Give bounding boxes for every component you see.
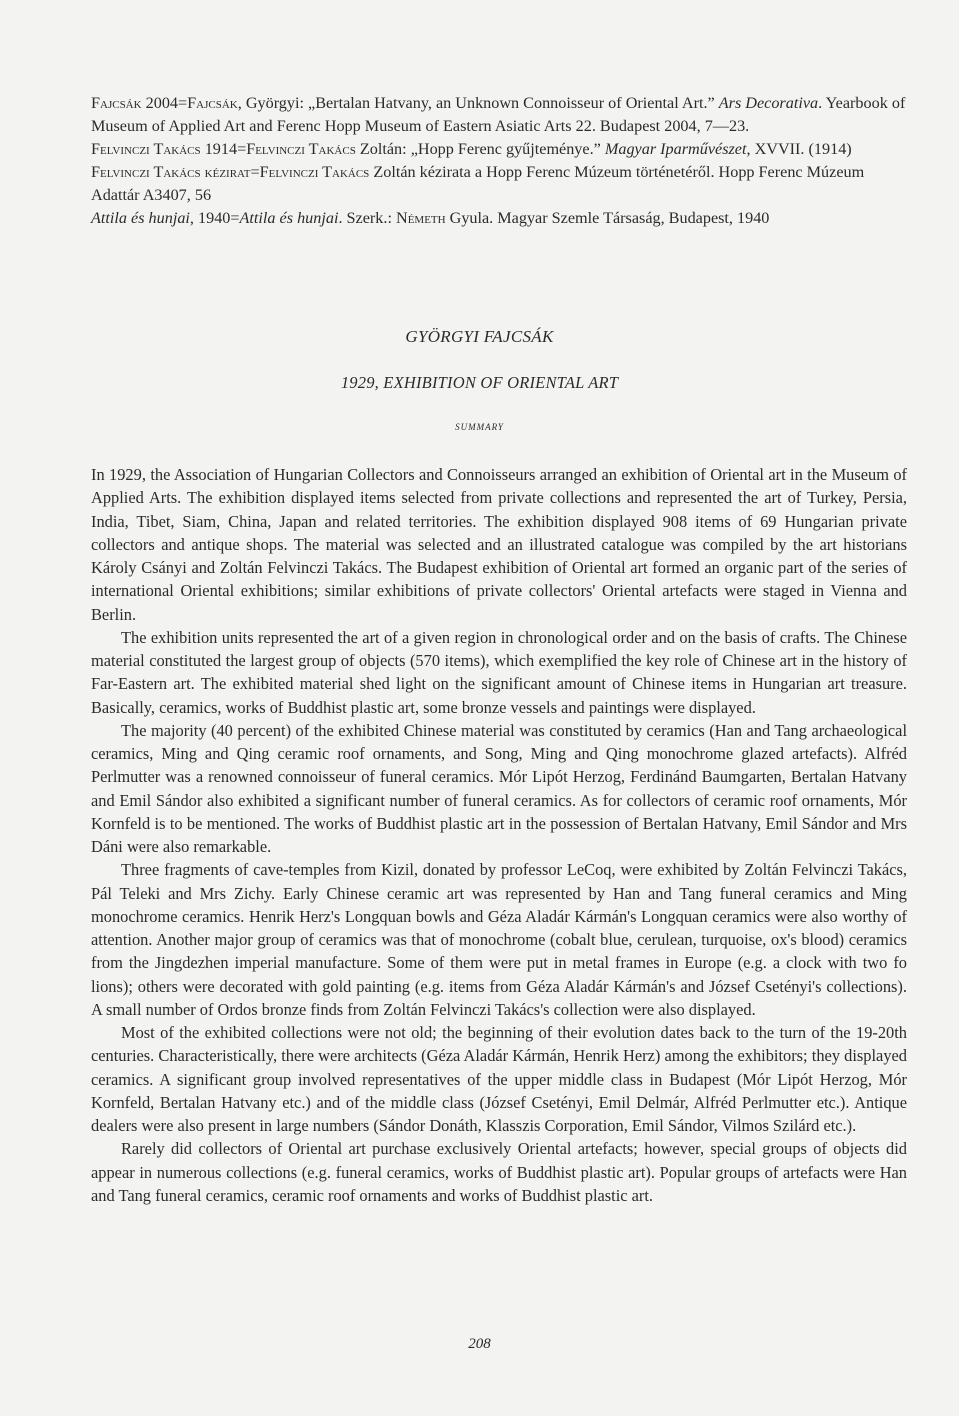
summary-paragraph: The exhibition units represented the art of a given region in chronological order and on the basis of crafts. The Chinese material constituted the largest group of objects (570 items), which exemplified the key role of Chinese art in the history of Far-Eastern art. The exhibited material shed light on the significant amount of Chinese items in Hungarian art treasure. Basically, ceramics, works of Buddhist plastic art, some bronze vessels and paintings were displayed. [91, 627, 907, 717]
reference-journal: Ars Decorativa [718, 94, 819, 112]
summary-paragraph: Most of the exhibited collections were not old; the beginning of their evolution dates back to the turn of the 19-20th centuries. Characteristically, there were architects (Géza Aladár Kármán, Henrik Herz) among the exhibitors; they displayed ceramics. A significant group involved representatives of the upper middle class in Budapest (Mór Lipót Herzog, Mór Kornfeld, Bertalan Hatvany etc.) and of the middle class (József Csetényi, Emil Delmár, Alfréd Perlmutter etc.). Antique dealers were also present in large numbers (Sándor Donáth, Klasszis Corporation, Emil Sándor, Vilmos Szilárd etc.). [91, 1023, 907, 1135]
reference-journal: Magyar Iparművészet [604, 140, 747, 159]
summary-paragraph: The majority (40 percent) of the exhibited Chinese material was constituted by ceramics (Han and Tang archaeological ceramics, Ming and Qing ceramic roof ornaments, and Song, Ming and Qing monochrome glazed artefacts). Alfréd Perlmutter was a renowned connoisseur of funeral ceramics. Mór Lipót Herzog, Ferdinánd Baumgarten, Bertalan Hatvany and Emil Sándor also exhibited a significant number of funeral ceramics. As for collectors of ceramic roof ornaments, Mór Kornfeld is to be mentioned. The works of Buddhist plastic art in the possession of Bertalan Hatvany, Emil Sándor and Mrs Dáni were also remarkable. [91, 720, 907, 856]
author-name: GYÖRGYI FAJCSÁK [405, 327, 554, 346]
reference-title: Attila és hunjai [239, 209, 339, 228]
reference-text: 1914= [200, 140, 247, 159]
reference-text: , XVVII. (1914) [746, 140, 852, 159]
page-number: 208 [468, 1336, 491, 1352]
reference-editor: Németh [396, 209, 446, 228]
reference-key: Attila és hunjai [91, 209, 190, 228]
reference-text: , 1940= [189, 209, 240, 228]
reference-entry [91, 161, 907, 207]
reference-text: . Yearbook of Museum of Applied Art and Ferenc Hopp Museum of Eastern Asiatic Arts 22. Budapest 2004, 7—23. [91, 94, 906, 136]
reference-key: Fajcsák [91, 94, 142, 112]
reference-entry [91, 138, 907, 161]
reference-entry [91, 207, 907, 230]
reference-text: Zoltán kézirata a Hopp Ferenc Múzeum történetéről. Hopp Ferenc Múzeum Adattár A3407, 56 [91, 163, 865, 205]
section-label: SUMMARY [455, 422, 504, 432]
article-title: 1929, EXHIBITION OF ORIENTAL ART [340, 373, 619, 392]
summary-paragraph: In 1929, the Association of Hungarian Collectors and Connoisseurs arranged an exhibition of Oriental art in the Museum of Applied Arts. The exhibition displayed items selected from private collections and represented the art of Turkey, Persia, India, Tibet, Siam, China, Japan and related territories. The exhibition displayed 908 items of 69 Hungarian private collectors and antique shops. The material was selected and an illustrated catalogue was compiled by the art historians Károly Csányi and Zoltán Felvinczi Takács. The Budapest exhibition of Oriental art formed an organic part of the series of international Oriental exhibitions; similar exhibitions of private collectors' Oriental artefacts were staged in Vienna and Berlin. [91, 465, 907, 624]
reference-text: , Györgyi: „Bertalan Hatvany, an Unknown Connoisseur of Oriental Art.” [237, 94, 719, 112]
reference-entry [91, 92, 907, 138]
reference-text: Gyula. Magyar Szemle Társaság, Budapest, 1940 [445, 209, 770, 228]
summary-paragraph: Three fragments of cave-temples from Kizil, donated by professor LeCoq, were exhibited by Zoltán Felvinczi Takács, Pál Teleki and Mrs Zichy. Early Chinese ceramic art was represented by Han and Tang funeral ceramics and Ming monochrome ceramics. Henrik Herz's Longquan bowls and Géza Aladár Kármán's Longquan ceramics were also worthy of attention. Another major group of ceramics was that of monochrome (cobalt blue, cerulean, turquoise, ox's blood) ceramics from the Jingdezhen imperial manufacture. Some of them were put in metal frames in Europe (e.g. a clock with two fo lions); others were decorated with gold painting (e.g. items from Géza Aladár Kármán's and József Csetényi's collections). A small number of Ordos bronze finds from Zoltán Felvinczi Takács's collection were also displayed. [91, 860, 907, 1019]
reference-text: . Szerk.: [338, 209, 396, 228]
reference-author: Felvinczi Takács [246, 140, 356, 159]
reference-text: Zoltán: „Hopp Ferenc gyűjteménye.” [355, 140, 605, 159]
reference-list [91, 92, 907, 231]
reference-text: = [250, 163, 260, 182]
summary-body [91, 463, 907, 1207]
summary-paragraph: Rarely did collectors of Oriental art purchase exclusively Oriental artefacts; however, special groups of objects did appear in numerous collections (e.g. funeral ceramics, works of Buddhist plastic art). Popular groups of artefacts were Han and Tang funeral ceramics, ceramic roof ornaments and works of Buddhist plastic art. [91, 1139, 907, 1205]
reference-key: Felvinczi Takács kézirat [91, 163, 251, 182]
reference-author: Felvinczi Takács [259, 163, 370, 182]
reference-text: 2004= [141, 94, 188, 112]
reference-author: Fajcsák [187, 94, 238, 112]
reference-key: Felvinczi Takács [91, 140, 201, 159]
